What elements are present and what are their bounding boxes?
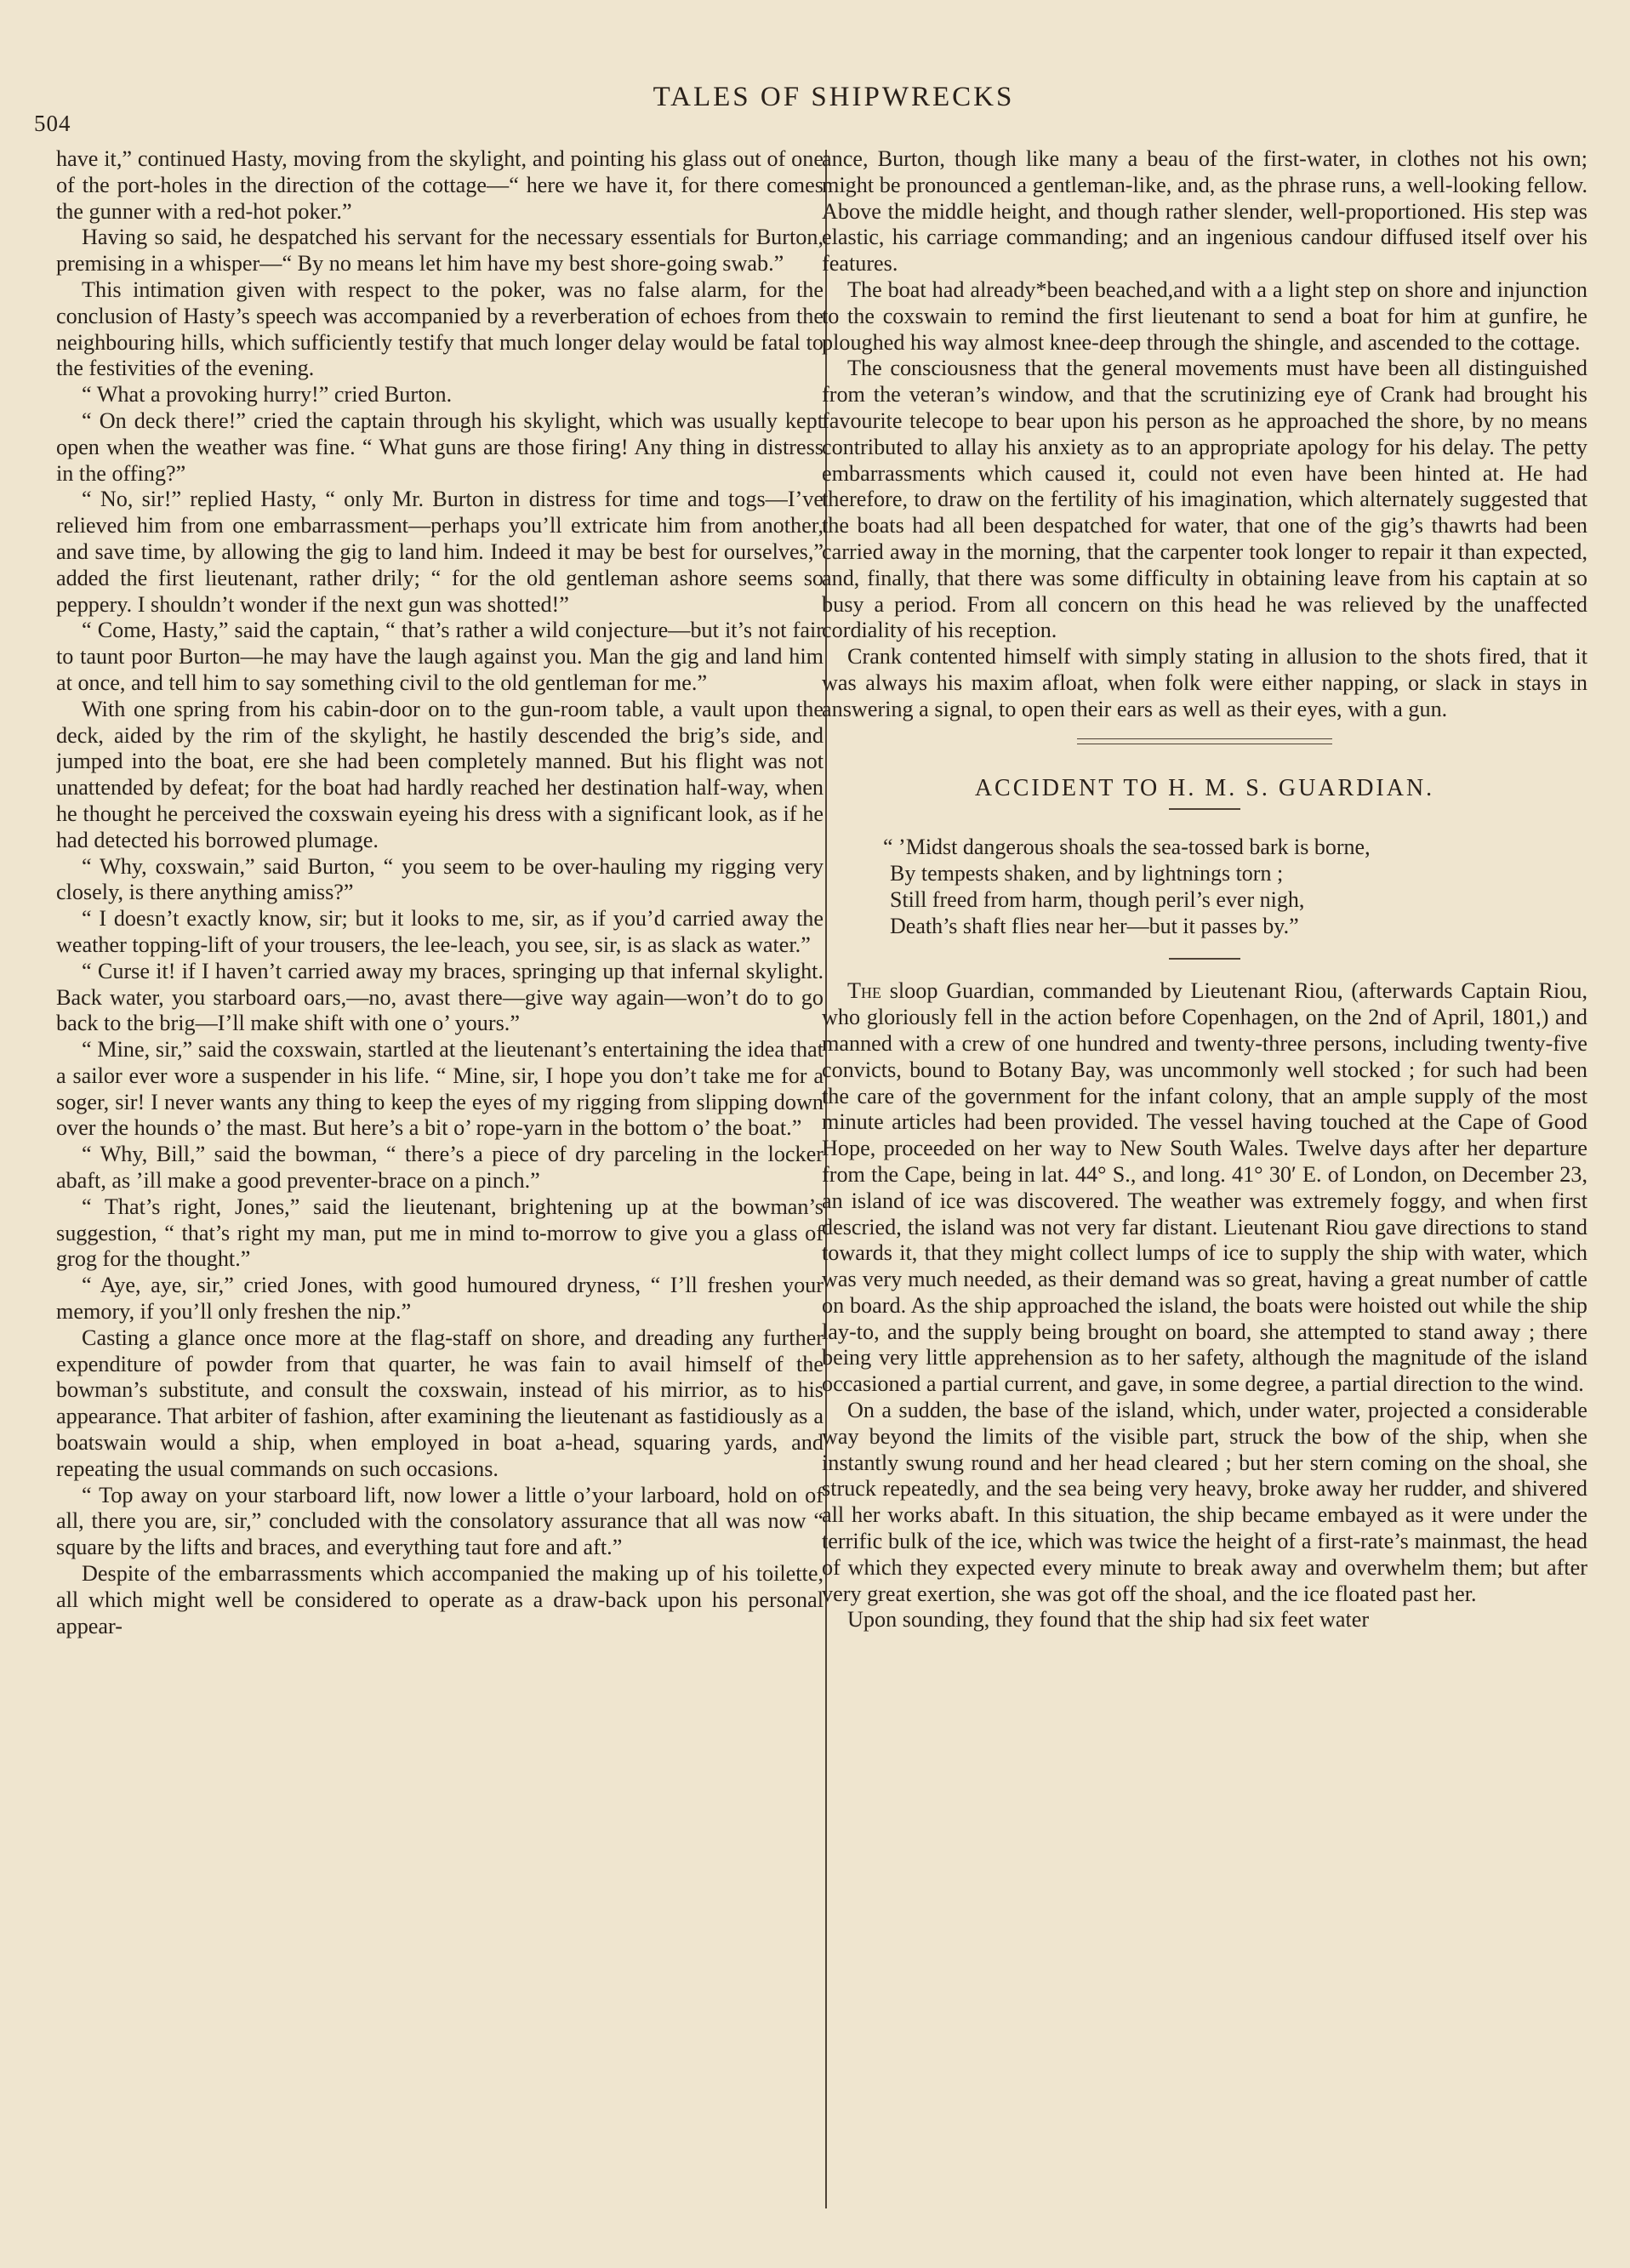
paragraph: “ Why, coxswain,” said Burton, “ you seem to be over-hauling my rigging very closely, is there anything amiss?” xyxy=(56,853,824,905)
section-title: ACCIDENT TO H. M. S. GUARDIAN. xyxy=(974,774,1435,801)
verse-rule xyxy=(1169,958,1240,960)
paragraph: “ That’s right, Jones,” said the lieutenant, brightening up at the bowman’s suggestion, “ that’s right my man, put me in mind to-morrow to give you a glass of grog for the thought.” xyxy=(56,1194,824,1272)
paragraph: “ On deck there!” cried the captain through his skylight, which was usually kept open when the weather was fine. “ What guns are those firing! Any thing in distress in the offing?” xyxy=(56,407,824,486)
paragraph: “ Why, Bill,” said the bowman, “ there’s a piece of dry parceling in the locker abaft, as ’ill make a good preventer-brace on a pinch.” xyxy=(56,1142,824,1194)
paragraph-text: sloop Guardian, commanded by Lieutenant Riou, (afterwards Captain Riou, who gloriously fell in the action before Copenhagen, on the 2nd of April, 1801,) and manned with a crew of one hundred and twenty-three persons, including twenty-five convicts, bound to Botany Bay, was uncommonly well stocked ; for such had been the care of the government for the infant colony, that an ample supply of the most minute articles had been provided. The vessel having touched at the Cape of Good Hope, proceeded on her way to New South Wales. Twelve days after her departure from the Cape, being in lat. 44° S., and long. 41° 30′ E. of London, on December 23, an island of ice was discovered. The weather was extremely foggy, and when first descried, the island was not very far distant. Lieutenant Riou gave directions to stand towards it, that they might collect lumps of ice to supply the ship with water, which was very much needed, as their demand was so great, having a great number of cattle on board. As the ship approached the island, the boats were hoisted out while the ship lay-to, and the supply being brought on board, she attempted to stand away ; there being very little apprehension as to her safety, although the magnitude of the island occasioned a partial current, and gave, in some degree, a partial direction to the wind. xyxy=(822,978,1587,1397)
epigraph-verse xyxy=(883,834,1587,939)
paragraph: The consciousness that the general movements must have been all distinguished from the veteran’s window, and that the scrutinizing eye of Crank had brought his favourite telecope to bear upon his person as he approached the shore, by no means contributed to allay his anxiety as to an appropriate apology for his delay. The petty embarrassments which caused it, could not even have been hinted at. He had therefore, to draw on the fertility of his imagination, which alternately suggested that the boats had all been despatched for water, that one of the gig’s thawrts had been carried away in the morning, that the carpenter took longer to repair it than expected, and, finally, that there was some difficulty in obtaining leave from his captain at so busy a period. From all concern on this head he was relieved by the unaffected cordiality of his reception. xyxy=(822,356,1587,643)
paragraph: “ Come, Hasty,” said the captain, “ that’s rather a wild conjecture—but it’s not fair to taunt poor Burton—he may have the laugh against you. Man the gig and land him at once, and tell him to say something civil to the old gentleman for me.” xyxy=(56,618,824,695)
verse-line: By tempests shaken, and by lightnings torn ; xyxy=(890,861,1284,886)
paragraph: “ I doesn’t exactly know, sir; but it looks to me, sir, as if you’d carried away the weather topping-lift of your trousers, the lee-leach, you see, sir, is as slack as water.” xyxy=(56,906,824,957)
paragraph: Despite of the embarrassments which accompanied the making up of his toilette, all which might well be considered to operate as a draw-back upon his personal appear- xyxy=(56,1561,824,1638)
paragraph: ance, Burton, though like many a beau of the first-water, in clothes not his own; might be pronounced a gentleman-like, and, as the phrase runs, a well-looking fellow. Above the middle height, and though rather slender, well-proportioned. His step was elastic, his carriage commanding; and an ingenious candour diffused itself over his features. xyxy=(822,146,1587,276)
double-rule-divider xyxy=(822,723,1587,759)
title-rule xyxy=(1169,808,1240,810)
paragraph: Upon sounding, they found that the ship had six feet water xyxy=(847,1607,1370,1633)
paragraph: This intimation given with respect to the poker, was no false alarm, for the conclusion of Hasty’s speech was accompanied by a reverberation of echoes from the neighbouring hills, which sufficiently testify that much longer delay would be fatal to the festivities of the evening. xyxy=(56,276,824,381)
paragraph: have it,” continued Hasty, moving from the skylight, and pointing his glass out of one of the port-holes in the direction of the cottage—“ here we have it, for there comes the gunner with a red-hot poker.” xyxy=(56,146,824,224)
paragraph: Crank contented himself with simply stating in allusion to the shots fired, that it was always his maxim afloat, when folk were either napping, or slack in stays in answering a signal, to open their ears as well as their eyes, with a gun. xyxy=(822,644,1587,721)
paragraph: “ Aye, aye, sir,” cried Jones, with good humoured dryness, “ I’ll freshen your memory, if you’ll only freshen the nip.” xyxy=(56,1273,824,1325)
paragraph: On a sudden, the base of the island, which, under water, projected a considerable way beyond the limits of the visible part, struck the bow of the ship, when she instantly swung round and her head cleared ; but her stern coming on the shoal, she struck repeatedly, and the sea being very heavy, broke away her rudder, and shivered all her works abaft. In this situation, the ship became embayed as it were under the terrific bulk of the ice, which was twice the height of a first-rate’s mainmast, the head of which they expected every minute to break away and overwhelm them; but after very great exertion, she was got off the shoal, and the ice floated past her. xyxy=(822,1398,1587,1606)
paragraph: “ Top away on your starboard lift, now lower a little o’your larboard, hold on of all, there you are, sir,” concluded with the consolatory assurance that all was now “ square by the lifts and braces, and everything taut fore and aft.” xyxy=(56,1482,824,1560)
running-title: TALES OF SHIPWRECKS xyxy=(653,82,1015,112)
verse-line: Death’s shaft flies near her—but it passes by.” xyxy=(890,914,1299,939)
verse-line: “ ’Midst dangerous shoals the sea-tossed bark is borne, xyxy=(883,835,1371,860)
verse-line: Still freed from harm, though peril’s ever nigh, xyxy=(890,887,1305,913)
paragraph: The boat had already*been beached,and with a a light step on shore and injunction to the coxswain to remind the first lieutenant to send a boat for him at gunfire, he ploughed his way almost knee-deep through the shingle, and ascended to the cottage. xyxy=(822,276,1587,355)
paragraph: Casting a glance once more at the flag-staff on shore, and dreading any further expenditure of powder from that quarter, he was fain to avail himself of the bowman’s substitute, and consult the coxswain, instead of his mirrior, as to his appearance. That arbiter of fashion, after examining the lieutenant as fastidiously as a boatswain would a ship, when employed in boat a-head, squaring yards, and repeating the usual commands on such occasions. xyxy=(56,1325,824,1481)
paragraph: With one spring from his cabin-door on to the gun-room table, a vault upon the deck, aided by the rim of the skylight, he hastily descended the brig’s side, and jumped into the boat, ere she had been completely manned. But his flight was not unattended by defeat; for the boat had hardly reached her destination half-way, when he thought he perceived the coxswain eyeing his dress with a significant look, as if he had detected his borrowed plumage. xyxy=(56,696,824,852)
paragraph: “ Curse it! if I haven’t carried away my braces, springing up that infernal skylight. Back water, you starboard oars,—no, avast there—give way again—won’t do to go back to the brig—I’ll make shift with one o’ yours.” xyxy=(56,958,824,1036)
paragraph: Having so said, he despatched his servant for the necessary essentials for Burton, premising in a whisper—“ By no means let him have my best shore-going swab.” xyxy=(56,225,824,276)
paragraph: “ Mine, sir,” said the coxswain, startled at the lieutenant’s entertaining the idea that a sailor ever wore a suspender in his life. “ Mine, sir, I hope you don’t take me for a soger, sir! I never wants any thing to keep the eyes of my rigging from slipping down over the hounds o’ the mast. But here’s a bit o’ rope-yarn in the bottom o’ the boat.” xyxy=(56,1037,824,1141)
lead-word: The xyxy=(847,978,881,1004)
right-column xyxy=(822,146,1587,2226)
paragraph xyxy=(822,978,1587,1398)
paragraph: “ No, sir!” replied Hasty, “ only Mr. Burton in distress for time and togs—I’ve relieved him from one embarrassment—perhaps you’ll extricate him from another, and save time, by allowing the gig to land him. Indeed it may be best for ourselves,” added the first lieutenant, rather drily; “ for the old gentleman ashore seems so peppery. I shouldn’t wonder if the next gun was shotted!” xyxy=(56,487,824,617)
paragraph: “ What a provoking hurry!” cried Burton. xyxy=(82,382,453,407)
left-column xyxy=(56,146,824,2226)
page-number: 504 xyxy=(34,111,71,136)
